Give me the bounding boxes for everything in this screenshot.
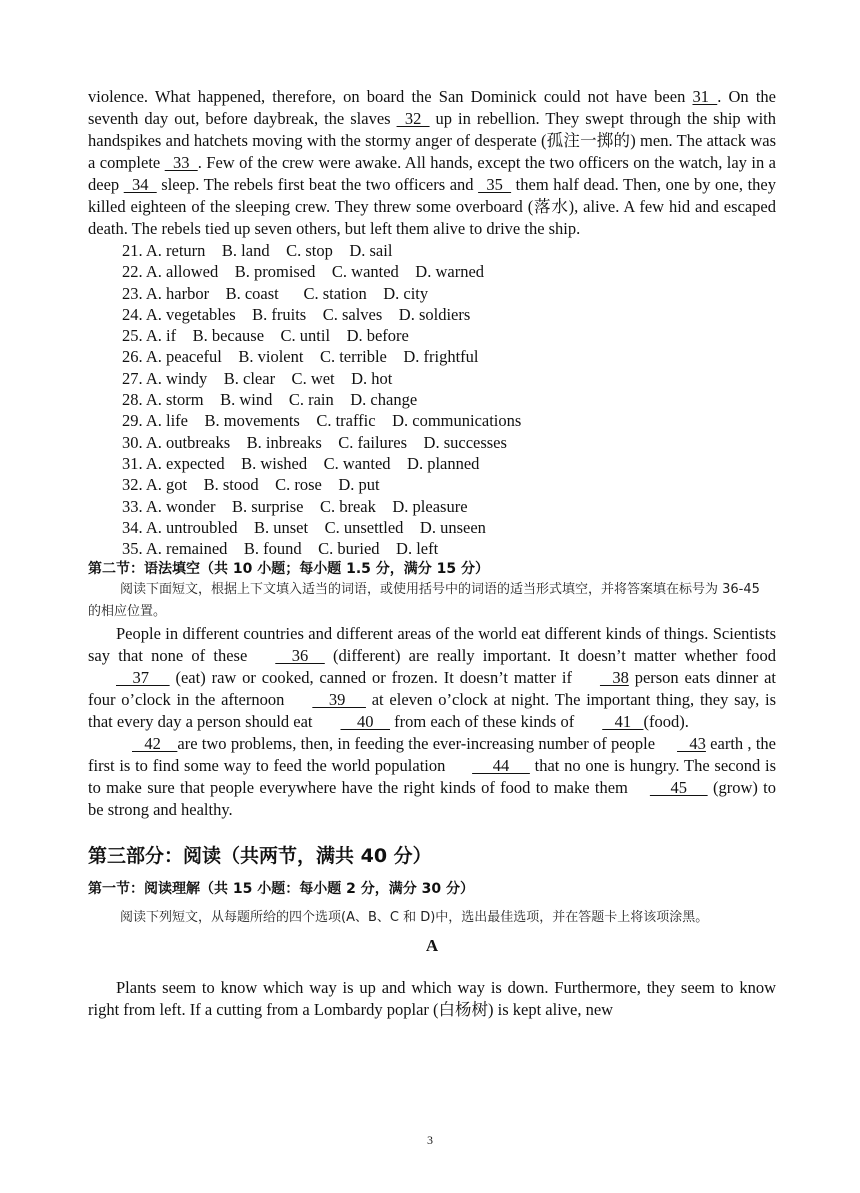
option-27: 27. A. windy B. clear C. wet D. hot	[122, 368, 393, 388]
grammar-text: that no one is hungry. The second is to make sure that people everywhere have the right kinds of food to make them	[88, 756, 776, 798]
option-30: 30. A. outbreaks B. inbreaks C. failures D. successes	[122, 432, 507, 452]
blank-42: 42	[132, 734, 178, 754]
blank-38: 38	[599, 668, 629, 688]
blank-32: 32	[396, 109, 430, 128]
grammar-text: person eats dinner at four o’clock in the afternoon	[88, 668, 777, 710]
option-32: 32. A. got B. stood C. rose D. put	[122, 475, 380, 495]
blank-37: 37	[116, 668, 170, 688]
grammar-text: from each of these kinds of	[390, 712, 575, 732]
blank-40: 40	[340, 712, 391, 732]
blank-41: 41	[602, 712, 644, 732]
passage-text: up in rebellion. They swept through the ship with handspikes and hatchets moving with the stormy anger of desperate (孤注一掷的) men. The attack was a complete	[88, 109, 776, 172]
grammar-text: (eat) raw or cooked, canned or frozen. It doesn’t matter if	[169, 668, 572, 688]
grammar-text: are two problems, then, in feeding the ever-increasing number of people	[177, 734, 656, 754]
part3-instruction: 阅读下列短文，从每题所给的四个选项(A、B、C 和 D)中，选出最佳选项，并在答题卡上将该项涂黑。	[120, 910, 709, 926]
grammar-text: (different) are really important. It doesn’t matter whether food	[324, 646, 776, 666]
option-26: 26. A. peaceful B. violent C. terrible D. frightful	[122, 347, 479, 367]
passage-text: . Few of the crew were awake. All hands, except the two officers on the watch, lay in a deep	[88, 153, 776, 194]
passage-letter-heading: A	[425, 936, 439, 956]
exam-page	[88, 86, 776, 1021]
blank-36: 36	[275, 646, 325, 666]
option-21: 21. A. return B. land C. stop D. sail	[122, 241, 393, 260]
option-33: 33. A. wonder B. surprise C. break D. pleasure	[122, 496, 468, 516]
option-29: 29. A. life B. movements C. traffic D. communications	[122, 411, 522, 431]
option-34: 34. A. untroubled B. unset C. unsettled D. unseen	[122, 517, 486, 537]
grammar-paragraph-2	[88, 733, 776, 821]
grammar-text: at eleven o’clock at night. The important thing, they say, is that every day a person should eat	[88, 690, 776, 732]
grammar-text: (grow) to be strong and healthy.	[88, 778, 777, 820]
passage-text: . On the seventh day out, before daybreak, the slaves	[88, 87, 776, 128]
option-25: 25. A. if B. because C. until D. before	[122, 326, 409, 346]
passage-text: them half dead. Then, one by one, they killed eighteen of the sleeping crew. They threw some overboard (落水), alive. A few hid and escaped death. The rebels tied up seven others, but left them alive to drive the ship.	[88, 175, 776, 238]
option-22: 22. A. allowed B. promised C. wanted D. warned	[122, 262, 485, 282]
grammar-text: (food).	[643, 712, 689, 732]
option-24: 24. A. vegetables B. fruits C. salves D. soldiers	[122, 304, 471, 324]
cloze-options-list	[88, 240, 776, 559]
blank-39: 39	[312, 690, 366, 710]
passage-text: sleep. The rebels first beat the two officers and	[156, 175, 479, 194]
blank-44: 44	[472, 756, 530, 776]
page-number: 3	[427, 1133, 433, 1147]
part3-section1-heading: 第一节：阅读理解（共 15 小题：每小题 2 分，满分 30 分）	[88, 881, 474, 898]
blank-33: 33	[164, 153, 198, 172]
reading-passage-a: Plants seem to know which way is up and which way is down. Furthermore, they seem to know right from left. If a cutting from a Lombardy poplar (白杨树) is kept alive, new	[88, 978, 776, 1020]
grammar-paragraph-1	[88, 623, 776, 733]
grammar-text: People in different countries and different areas of the world eat different kinds of things. Scientists say that none of these	[88, 624, 776, 666]
passage-text: violence. What happened, therefore, on board the San Dominick could not have been	[88, 87, 693, 106]
cloze-passage-end	[88, 86, 776, 240]
option-23: 23. A. harbor B. coast C. station D. city	[122, 283, 429, 303]
blank-35: 35	[478, 175, 512, 194]
blank-43: 43	[677, 734, 706, 754]
blank-45: 45	[649, 778, 708, 798]
option-31: 31. A. expected B. wished C. wanted D. planned	[122, 453, 480, 473]
blank-31: 31	[692, 87, 718, 106]
blank-34: 34	[123, 175, 157, 194]
option-35: 35. A. remained B. found C. buried D. left	[122, 539, 439, 559]
grammar-text: earth , the first is to find some way to feed the world population	[88, 734, 776, 776]
section2-instruction: 阅读下面短文，根据上下文填入适当的词语，或使用括号中的词语的适当形式填空，并将答案填在标号为 36-45 的相应位置。	[88, 582, 760, 620]
part3-title: 第三部分：阅读（共两节，满共 40 分）	[88, 845, 432, 868]
section2-heading: 第二节：语法填空（共 10 小题；每小题 1.5 分，满分 15 分）	[88, 561, 490, 578]
option-28: 28. A. storm B. wind C. rain D. change	[122, 390, 418, 410]
